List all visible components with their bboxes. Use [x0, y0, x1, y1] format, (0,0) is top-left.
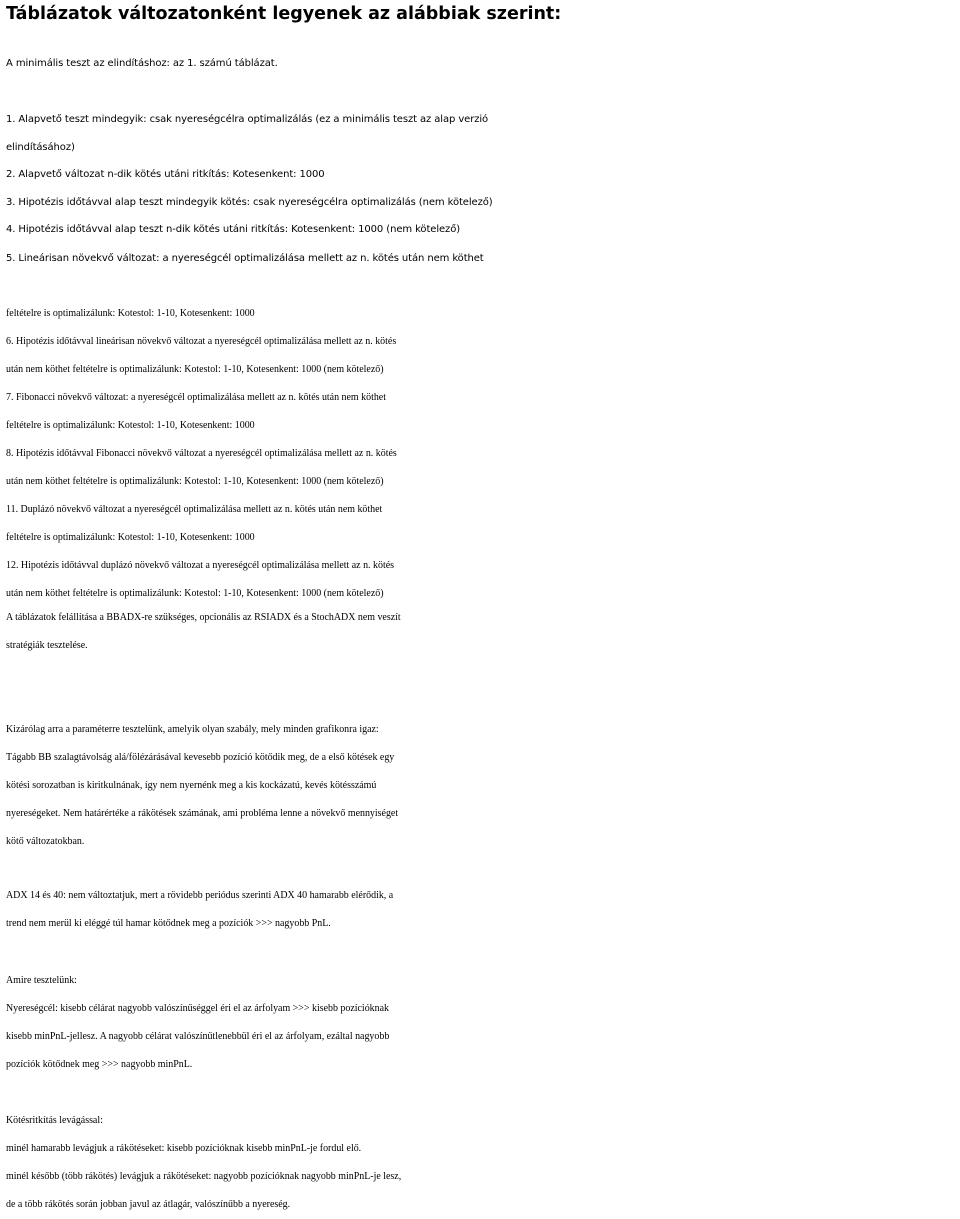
paragraph-line: pozíciók kötődnek meg >>> nagyobb minPnL.	[6, 1059, 193, 1070]
amire-section	[6, 967, 956, 1079]
list-item-line: után nem köthet feltételre is optimalizálunk: Kotestol: 1-10, Kotesenkent: 1000 (nem kötelező)	[6, 476, 384, 487]
paragraph-line: Tágabb BB szalagtávolság alá/fölézárásával kevesebb pozíció kötődik meg, de a első kötések egy	[6, 752, 395, 763]
list-item-line: feltételre is optimalizálunk: Kotestol: 1-10, Kotesenkent: 1000	[6, 420, 255, 431]
paragraph-line: stratégiák tesztelése.	[6, 640, 88, 651]
list-item-line: 6. Hipotézis időtávval lineárisan növekvő változat a nyereségcél optimalizálása mellett az n. kötés	[6, 336, 397, 347]
list-item-line: feltételre is optimalizálunk: Kotestol: 1-10, Kotesenkent: 1000	[6, 532, 255, 543]
kotesritkitas-section	[6, 1107, 956, 1219]
intro-line	[6, 50, 956, 78]
list-item-line: elindításához)	[6, 141, 75, 153]
paragraph-line: Kizárólag arra a paraméterre tesztelünk, amelyik olyan szabály, mely minden grafikonra igaz:	[6, 724, 379, 735]
paragraph-line: kisebb minPnL-jellesz. A nagyobb célárat valószínűtlenebbül éri el az árfolyam, ezáltal nagyobb	[6, 1031, 390, 1042]
list-item-line: 2. Alapvető változat n-dik kötés utáni ritkítás: Kotesenkent: 1000	[6, 169, 325, 180]
paragraph-line: nyereségeket. Nem határértéke a rákötések számának, ami probléma lenne a növekvő mennyiséget	[6, 808, 399, 819]
list-item-line: 12. Hipotézis időtávval duplázó növekvő változat a nyereségcél optimalizálása mellett az n. kötés	[6, 560, 394, 571]
paragraph-line: Nyereségcél: kisebb célárat nagyobb valószínűséggel éri el az árfolyam >>> kisebb pozícióknak	[6, 1003, 389, 1014]
paragraph-line: minél később (több rákötés) levágjuk a rákötéseket: nagyobb pozícióknak nagyobb minPnL-je lesz,	[6, 1171, 402, 1182]
list-item-line: 3. Hipotézis időtávval alap teszt mindegyik kötés: csak nyereségcélra optimalizálás (nem kötelező)	[6, 196, 493, 208]
list-item-line: 7. Fibonacci növekvő változat: a nyereségcél optimalizálása mellett az n. kötés után nem köthet	[6, 392, 386, 403]
paragraph-line: trend nem merül ki eléggé túl hamar kötődnek meg a pozíciók >>> nagyobb PnL.	[6, 918, 331, 929]
variant-list-part1	[6, 106, 956, 244]
rule-paragraph	[6, 716, 956, 856]
paragraph-line: ADX 14 és 40: nem változtatjuk, mert a rövidebb periódus szerinti ADX 40 hamarabb elérődik, a	[6, 890, 394, 901]
paragraph-line: kötési sorozatban is kiritkulnának, így nem nyernénk meg a kis kockázatú, kevés kötésszámú	[6, 780, 377, 791]
list-item-line: 11. Duplázó növekvő változat a nyereségcél optimalizálása mellett az n. kötés után nem köthet	[6, 504, 383, 515]
paragraph-line: de a több rákötés során jobban javul az átlagár, valószínűbb a nyereség.	[6, 1199, 291, 1210]
paragraph-line: kötő változatokban.	[6, 836, 85, 847]
paragraph-line: A táblázatok felállítása a BBADX-re szükséges, opcionális az RSIADX és a StochADX nem veszít	[6, 612, 401, 623]
list-item-line: után nem köthet feltételre is optimalizálunk: Kotestol: 1-10, Kotesenkent: 1000 (nem kötelező)	[6, 364, 384, 375]
list-item-line: 4. Hipotézis időtávval alap teszt n-dik kötés utáni ritkítás: Kotesenkent: 1000 (nem kötelező)	[6, 224, 461, 235]
list-item-line: 1. Alapvető teszt mindegyik: csak nyereségcélra optimalizálás (ez a minimális teszt az alap verzió	[6, 114, 489, 125]
intro-text: A minimális teszt az elindításhoz: az 1. számú táblázat.	[6, 58, 278, 69]
variant-list-part2	[6, 245, 956, 273]
list-item-line: után nem köthet feltételre is optimalizálunk: Kotestol: 1-10, Kotesenkent: 1000 (nem kötelező)	[6, 588, 384, 599]
summary-paragraph	[6, 604, 956, 660]
document-heading: Táblázatok változatonként legyenek az alábbiak szerint:	[6, 4, 562, 24]
list-item-line: 8. Hipotézis időtávval Fibonacci növekvő változat a nyereségcél optimalizálása mellett az n. kötés	[6, 448, 397, 459]
adx-paragraph	[6, 882, 956, 938]
section-title: Kötésritkítás levágással:	[6, 1115, 103, 1126]
list-item-line: feltételre is optimalizálunk: Kotestol: 1-10, Kotesenkent: 1000	[6, 308, 255, 319]
list-item-line: 5. Lineárisan növekvő változat: a nyereségcél optimalizálása mellett az n. kötés után nem köthet	[6, 253, 484, 264]
variant-list-part3	[6, 300, 956, 608]
paragraph-line: minél hamarabb levágjuk a rákötéseket: kisebb pozícióknak kisebb minPnL-je fordul elő.	[6, 1143, 362, 1154]
section-title: Amire tesztelünk:	[6, 975, 77, 986]
